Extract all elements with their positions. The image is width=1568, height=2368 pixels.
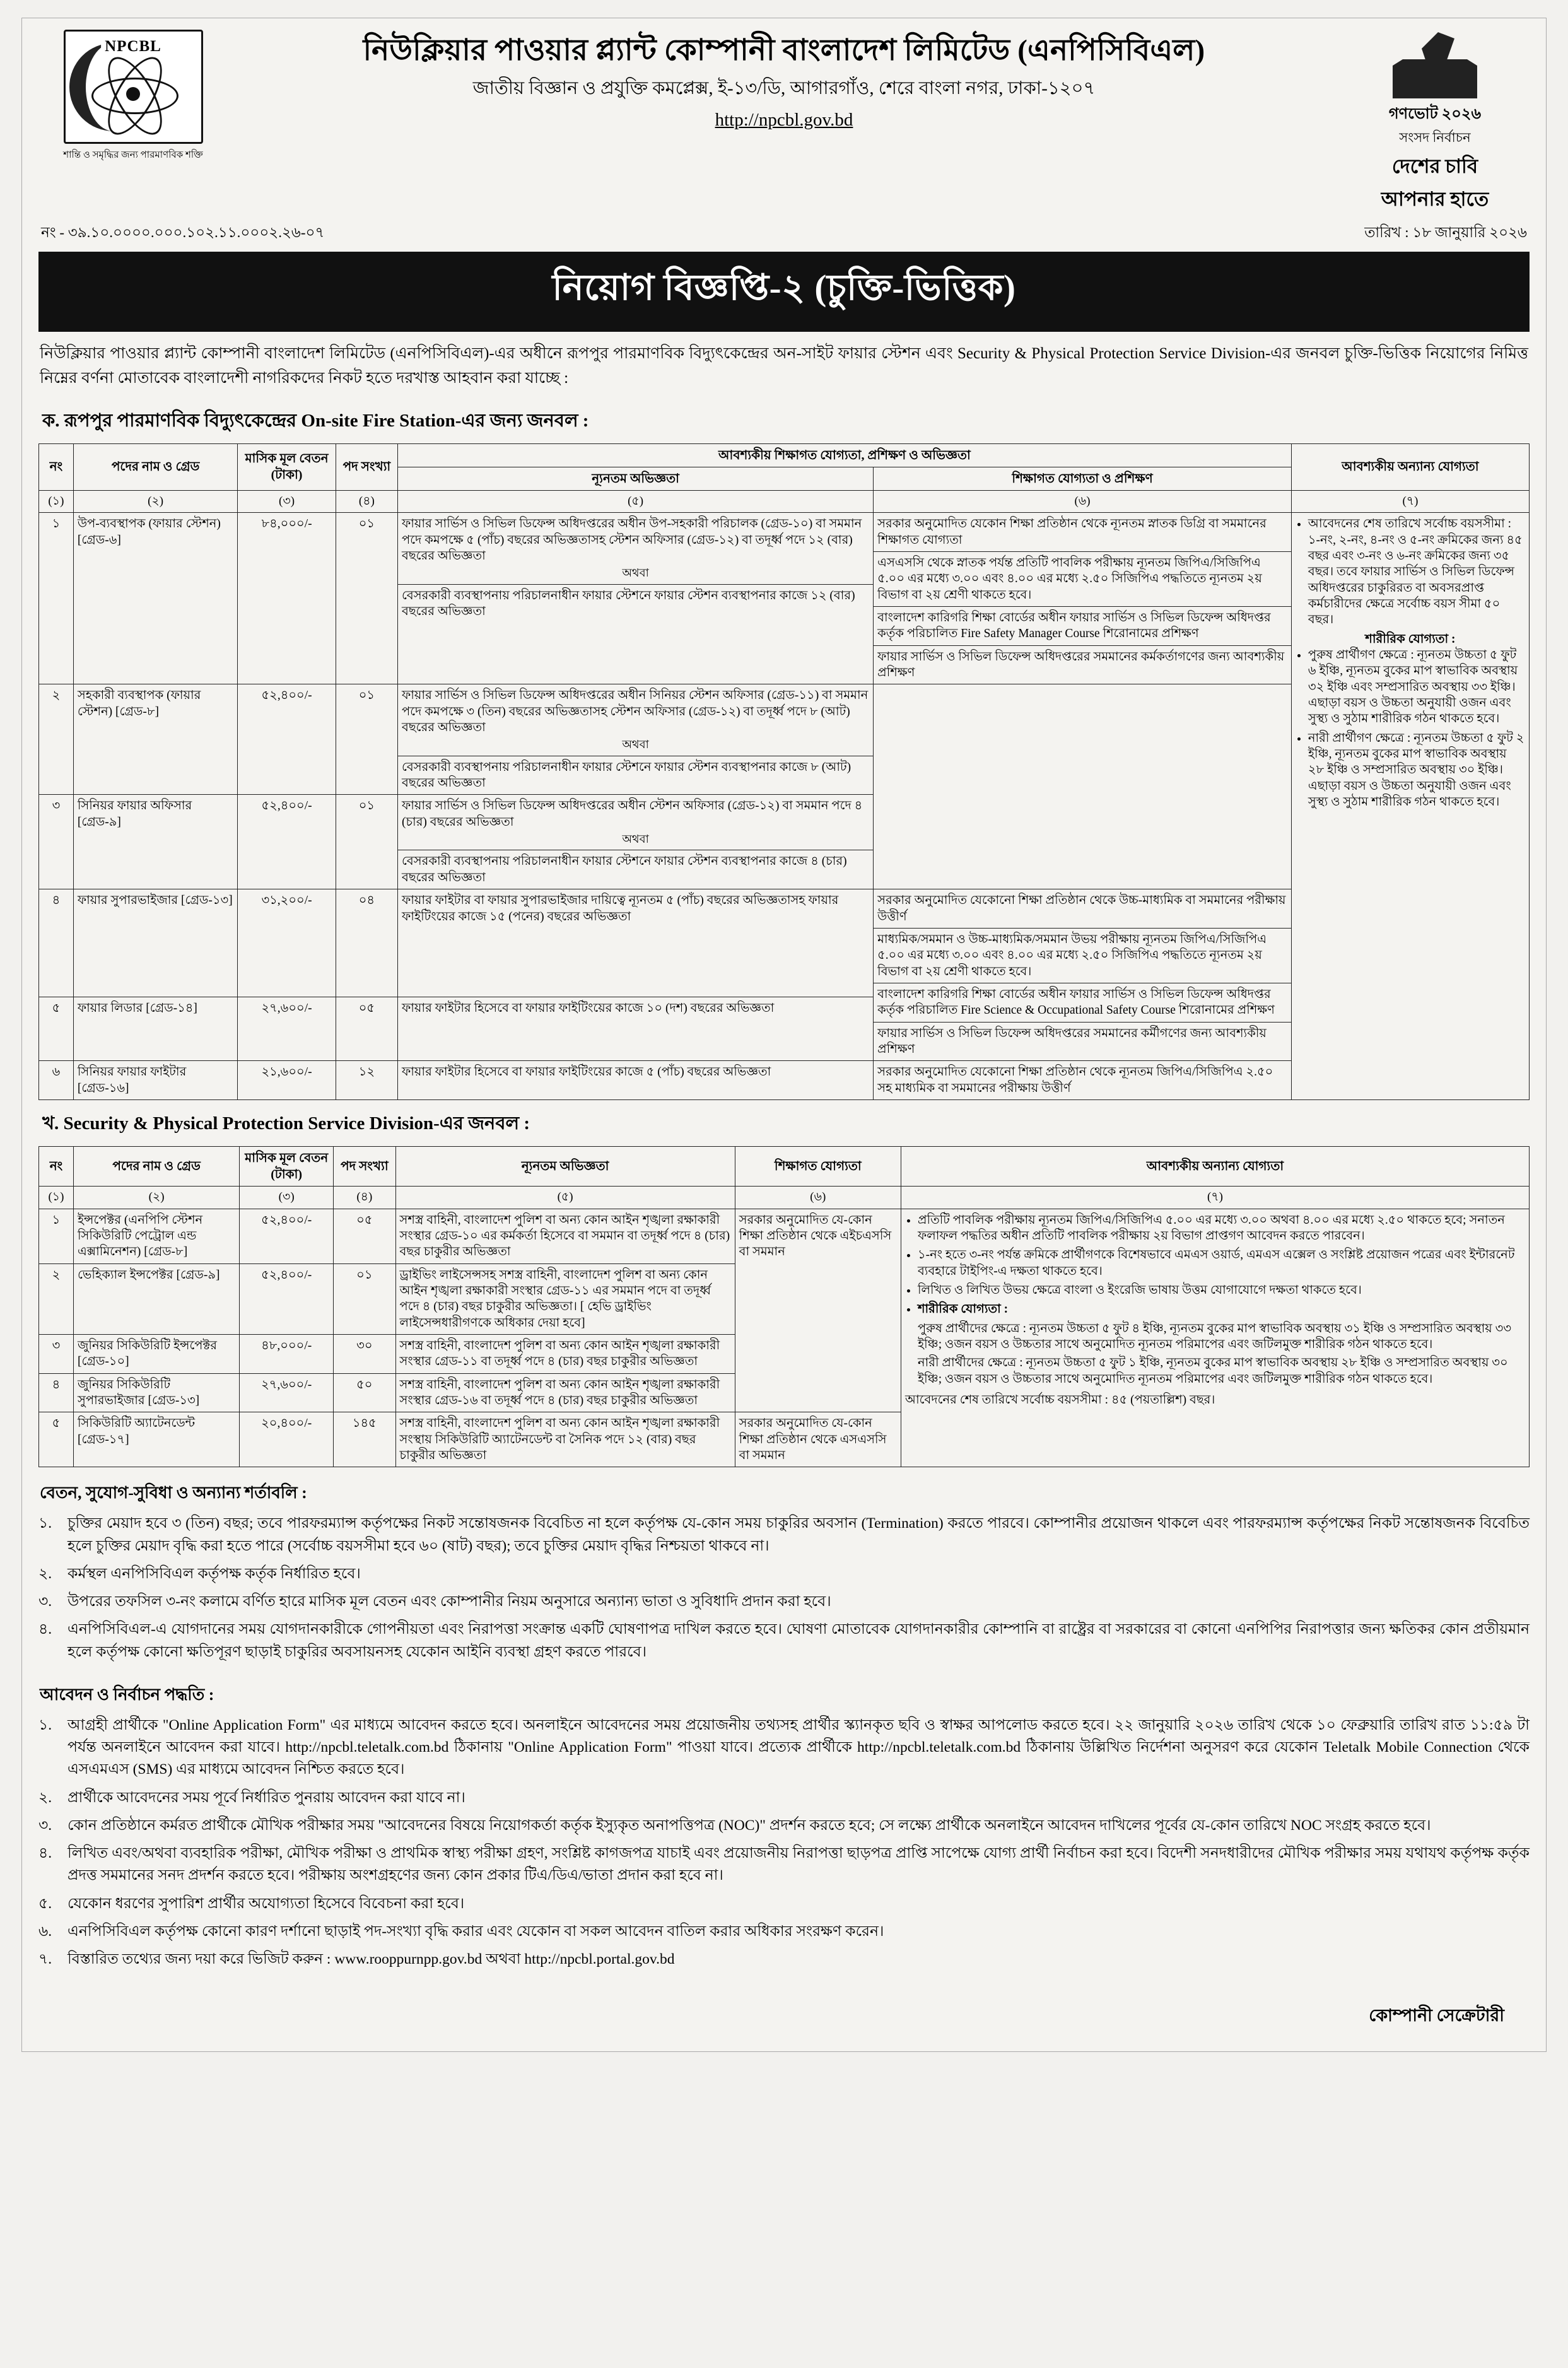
- education-text: সরকার অনুমোদিত যেকোন শিক্ষা প্রতিষ্ঠান থেকে ন্যূনতম স্নাতক ডিগ্রি বা সমমানের শিক্ষাগত যোগ্যতা: [877, 517, 1267, 547]
- list-item: ১. আগ্রহী প্রার্থীকে "Online Application Form" এর মাধ্যমে আবেদন করতে হবে। অনলাইনে আবেদনের সময় প্রয়োজনীয় তথ্যসহ প্রার্থীর স্ক্যানকৃত ছবি ও স্বাক্ষর আপলোড করতে হবে। ২২ জানুয়ারি ২০২৬ তারিখ থেকে ১০ ফেব্রুয়ারি তারিখ রাত ১১:৫৯ টা পর্যন্ত অনলাইনে আবেদন করা যাবে। http://npcbl.teletalk.com.bd ঠিকানায় "Online Application Form" পাওয়া যাবে। প্রত্যেক প্রার্থীকে http://npcbl.teletalk.com.bd ঠিকানায় উল্লিখিত নির্দেশনা অনুসরণ করে যেকোন Teletalk Mobile Connection থেকে এসএমএস (SMS) এর মাধ্যমে আবেদন নিশ্চিত করতে হবে।: [38, 1716, 1530, 1778]
- other-qual-item: • আবেদনের শেষ তারিখে সর্বোচ্চ বয়সসীমা : ১-নং, ২-নং, ৪-নং ও ৫-নং ক্রমিকের জন্য ৪৫ বছর এবং ৩-নং ও ৬-নং ক্রমিকের জন্য ৩৫ বছর। তবে ফায়ার সার্ভিস ও সিভিল ডিফেন্স অধিদপ্তরের চাকুরিরত বা অবসরপ্রাপ্ত কর্মচারীদের ক্ষেত্রে সর্বোচ্চ বয়স সীমা ৫০ বছর।: [1308, 516, 1525, 628]
- education-text-2: এসএসসি থেকে স্নাতক পর্যন্ত প্রতিটি পাবলিক পরীক্ষায় ন্যূনতম জিপিএ/সিজিপিএ ৫.০০ এর মধ্যে ৩.০০ এবং ৪.০০ এর মধ্যে ২.৫০ সিজিপিএ পদ্ধতিতে ন্যূনতম ২য় বিভাগ বা ২য় শ্রেণী থাকতে হবে।: [877, 556, 1262, 602]
- experience-or: অথবা: [622, 566, 649, 580]
- experience-text: ফায়ার সার্ভিস ও সিভিল ডিফেন্স অধিদপ্তরের অধীন উপ-সহকারী পরিচালক (গ্রেড-১০) বা সমমান পদে কমপক্ষে ৫ (পাঁচ) বছরের অভিজ্ঞতাসহ স্টেশন অফিসার (গ্রেড-১২) বা তদূর্ধ্ব পদে ১২ (বার) বছরের অভিজ্ঞতা: [402, 517, 862, 563]
- cell-salary: ২১,৬০০/-: [238, 1061, 336, 1100]
- cell-post: ভেহিক্যাল ইন্সপেক্টর [গ্রেড-৯]: [73, 1263, 239, 1334]
- cell-vacancy: ৩০: [334, 1335, 395, 1374]
- experience-alt-text: বেসরকারী ব্যবস্থাপনায় পরিচালনাধীন ফায়ার স্টেশনে ফায়ার স্টেশন ব্যবস্থাপনার কাজে ৪ (চার) বছরের অভিজ্ঞতা: [402, 855, 847, 884]
- colnum-5: (৫): [395, 1186, 735, 1209]
- colnum-7: (৭): [1291, 490, 1529, 513]
- education-text-3: বাংলাদেশ কারিগরি শিক্ষা বোর্ডের অধীন ফায়ার সার্ভিস ও সিভিল ডিফেন্স অধিদপ্তর কর্তৃক পরিচালিত Fire Science & Occupational Safety Course শিরোনামের প্রশিক্ষণ: [877, 987, 1275, 1017]
- list-item: ৩. কোন প্রতিষ্ঠানে কর্মরত প্রার্থীকে মৌখিক পরীক্ষার সময় "আবেদনের বিষয়ে নিয়োগকর্তা কর্তৃক ইস্যুকৃত অনাপত্তিপত্র (NOC)" প্রদর্শন করতে হবে; সে লক্ষ্যে প্রার্থীকে অনলাইনে আবেদন দাখিলের পূর্বের যে-কোন তারিখে NOC সংগ্রহ করতে হবে।: [38, 1817, 1431, 1834]
- cell-vacancy: ০৫: [336, 997, 397, 1061]
- cell-sl: ৩: [39, 795, 74, 889]
- cell-experience: সশস্ত্র বাহিনী, বাংলাদেশ পুলিশ বা অন্য কোন আইন শৃঙ্খলা রক্ষাকারী সংস্থায় সিকিউরিটি অ্যাটেনডেন্ট বা সৈনিক পদে ১২ (বার) বছর চাকুরীর অভিজ্ঞতা: [395, 1412, 735, 1467]
- list-item: ১. চুক্তির মেয়াদ হবে ৩ (তিন) বছর; তবে পারফরম্যান্স কর্তৃপক্ষের নিকট সন্তোষজনক বিবেচিত না হলে কর্তৃপক্ষ যে-কোন সময় চাকুরির অবসান (Termination) করতে পারবে। কোম্পানীর প্রয়োজন থাকলে এবং পারফরম্যান্স কর্তৃপক্ষের নিকট সন্তোষজনক বিবেচিত হলে চুক্তির মেয়াদ বৃদ্ধি করা হতে পারে (সর্বোচ্চ বয়সসীমা হবে ৬০ (ষাট) বছর); তবে চুক্তির মেয়াদ বৃদ্ধির নিশ্চয়তা থাকবে না।: [38, 1515, 1530, 1554]
- col-vacancy: পদ সংখ্যা: [336, 443, 397, 490]
- cell-vacancy: ০১: [334, 1263, 395, 1334]
- cell-salary: ২৭,৬০০/-: [238, 997, 336, 1061]
- notice-banner-title: নিয়োগ বিজ্ঞপ্তি-২ (চুক্তি-ভিত্তিক): [38, 252, 1530, 332]
- cell-sl: ৩: [39, 1335, 74, 1374]
- list-item: ৬. এনপিসিবিএল কর্তৃপক্ষ কোনো কারণ দর্শানো ছাড়াই পদ-সংখ্যা বৃদ্ধি করার এবং যেকোন বা সকল আবেদন বাতিল করার অধিকার সংরক্ষণ করেন।: [38, 1923, 884, 1940]
- organization-name: নিউক্লিয়ার পাওয়ার প্ল্যান্ট কোম্পানী বাংলাদেশ লিমিটেড (এনপিসিবিএল): [363, 34, 1205, 67]
- ballot-box-icon: [1388, 32, 1482, 98]
- memo-date: তারিখ : ১৮ জানুয়ারি ২০২৬: [1364, 225, 1527, 240]
- colnum-4: (৪): [334, 1186, 395, 1209]
- experience-alt-text: বেসরকারী ব্যবস্থাপনায় পরিচালনাধীন ফায়ার স্টেশনে ফায়ার স্টেশন ব্যবস্থাপনার কাজে ৮ (আট) বছরের অভিজ্ঞতা: [402, 760, 851, 790]
- education-text: সরকার অনুমোদিত যেকোনো শিক্ষা প্রতিষ্ঠান থেকে উচ্চ-মাধ্যমিক বা সমমানের পরীক্ষায় উত্তীর্ণ: [877, 894, 1286, 923]
- cell-vacancy: ০৫: [334, 1209, 395, 1263]
- col-experience: ন্যূনতম অভিজ্ঞতা: [398, 467, 874, 490]
- colnum-6: (৬): [735, 1186, 901, 1209]
- experience-or: অথবা: [622, 738, 649, 751]
- other-qual-item: • পুরুষ প্রার্থীগণ ক্ষেত্রে : ন্যূনতম উচ্চতা ৫ ফুট ৬ ইঞ্চি, ন্যূনতম বুকের মাপ স্বাভাবিক অবস্থায় ৩২ ইঞ্চি এবং সম্প্রসারিত অবস্থায় ৩৩ ইঞ্চি। এছাড়া বয়স ও উচ্চতা অনুযায়ী ওজন এবং সুস্থ্য ও সুঠাম শারীরিক গঠন থাকতে হবে।: [1308, 647, 1525, 727]
- section-a-title: ক. রূপপুর পারমাণবিক বিদ্যুৎকেন্দ্রের On-site Fire Station-এর জন্য জনবল :: [42, 410, 589, 431]
- list-item: ২. কর্মস্থল এনপিসিবিএল কর্তৃপক্ষ কর্তৃক নির্ধারিত হবে।: [38, 1565, 361, 1582]
- cell-post: জুনিয়র সিকিউরিটি সুপারভাইজার [গ্রেড-১৩]: [73, 1373, 239, 1412]
- other-qual-item: • প্রতিটি পাবলিক পরীক্ষায় ন্যূনতম জিপিএ/সিজিপিএ ৫.০০ এর মধ্যে ৩.০০ অথবা ৪.০০ এর মধ্যে ২.৫০ থাকতে হবে; সনাতন ফলাফল পদ্ধতির অধীন প্রতিটি পাবলিক পরীক্ষায় ২য় বিভাগ প্রাপ্তগণ আবেদন করতে পারবেন।: [918, 1212, 1525, 1245]
- list-item: ৫. যেকোন ধরণের সুপারিশ প্রার্থীর অযোগ্যতা হিসেবে বিবেচনা করা হবে।: [38, 1895, 465, 1912]
- cell-vacancy: ১৪৫: [334, 1412, 395, 1467]
- cell-education: [874, 889, 1292, 1061]
- cell-education: সরকার অনুমোদিত যেকোনো শিক্ষা প্রতিষ্ঠান থেকে ন্যূনতম জিপিএ/সিজিপিএ ২.৫০ সহ মাধ্যমিক বা সমমানের পরীক্ষায় উত্তীর্ণ: [874, 1061, 1292, 1100]
- col-salary: মাসিক মূল বেতন (টাকা): [240, 1146, 334, 1186]
- col-other: আবশ্যকীয় অন্যান্য যোগ্যতা: [1291, 443, 1529, 490]
- cell-vacancy: ০৪: [336, 889, 397, 997]
- col-education: শিক্ষাগত যোগ্যতা ও প্রশিক্ষণ: [874, 467, 1292, 490]
- vote-line-3: দেশের চাবি: [1391, 155, 1478, 177]
- cell-experience: সশস্ত্র বাহিনী, বাংলাদেশ পুলিশ বা অন্য কোন আইন শৃঙ্খলা রক্ষাকারী সংস্থার গ্রেড-১১ বা তদূর্ধ্ব পদে ৪ (চার) বছর চাকুরীর অভিজ্ঞতা: [395, 1335, 735, 1374]
- cell-other-qualifications: [901, 1209, 1529, 1467]
- cell-post: জুনিয়র সিকিউরিটি ইন্সপেক্টর [গ্রেড-১০]: [73, 1335, 239, 1374]
- document-header: [38, 18, 1530, 220]
- cell-salary: ২০,৪০০/-: [240, 1412, 334, 1467]
- cell-post: সিকিউরিটি অ্যাটেনডেন্ট [গ্রেড-১৭]: [73, 1412, 239, 1467]
- cell-sl: ৫: [39, 997, 74, 1061]
- education-text-4: ফায়ার সার্ভিস ও সিভিল ডিফেন্স অধিদপ্তরের সমমানের কর্মকর্তাগণের জন্য আবশ্যকীয় প্রশিক্ষণ: [877, 650, 1285, 679]
- cell-vacancy: ০১: [336, 513, 397, 684]
- other-qual-age-limit: আবেদনের শেষ তারিখে সর্বোচ্চ বয়সসীমা : ৪৫ (পয়তাল্লিশ) বছর।: [904, 1393, 1215, 1407]
- organization-address: জাতীয় বিজ্ঞান ও প্রযুক্তি কমপ্লেক্স, ই-১৩/ডি, আগারগাঁও, শেরে বাংলা নগর, ঢাকা-১২০৭: [472, 78, 1096, 99]
- cell-salary: ৫২,৪০০/-: [238, 684, 336, 795]
- col-vacancy: পদ সংখ্যা: [334, 1146, 395, 1186]
- election-logo-block: [1340, 30, 1530, 217]
- vote-line-2: সংসদ নির্বাচন: [1399, 130, 1471, 145]
- cell-experience: ফায়ার ফাইটার হিসেবে বা ফায়ার ফাইটিংয়ের কাজে ৫ (পাঁচ) বছরের অভিজ্ঞতা: [398, 1061, 874, 1100]
- cell-post: উপ-ব্যবস্থাপক (ফায়ার স্টেশন) [গ্রেড-৬]: [73, 513, 238, 684]
- cell-experience: [398, 795, 874, 889]
- cell-experience: ফায়ার ফাইটার বা ফায়ার সুপারভাইজার দায়িত্বে ন্যূনতম ৫ (পাঁচ) বছরের অভিজ্ঞতাসহ ফায়ার ফাইটিংয়ের কাজে ১৫ (পনের) বছরের অভিজ্ঞতা: [398, 889, 874, 997]
- organization-website-link[interactable]: http://npcbl.gov.bd: [715, 110, 853, 131]
- col-education: শিক্ষাগত যোগ্যতা: [735, 1146, 901, 1186]
- section-b-table: [38, 1146, 1530, 1468]
- cell-sl: ৪: [39, 889, 74, 997]
- cell-post: সহকারী ব্যবস্থাপক (ফায়ার স্টেশন) [গ্রেড-৮]: [73, 684, 238, 795]
- colnum-6: (৬): [874, 490, 1292, 513]
- cell-experience: [398, 684, 874, 795]
- memo-row: [38, 220, 1530, 252]
- colnum-5: (৫): [398, 490, 874, 513]
- cell-sl: ২: [39, 1263, 74, 1334]
- application-section-list: [38, 1714, 1530, 1971]
- other-qual-item: • নারী প্রার্থীগণ ক্ষেত্রে : ন্যূনতম উচ্চতা ৫ ফুট ২ ইঞ্চি, ন্যূনতম বুকের মাপ স্বাভাবিক অবস্থায় ২৮ ইঞ্চি ও সম্প্রসারিত অবস্থায় ৩০ ইঞ্চি। এছাড়া বয়স ও উচ্চতা অনুযায়ী ওজন এবং সুস্থ্য ও সুঠাম শারীরিক গঠন থাকতে হবে।: [1308, 730, 1525, 811]
- vote-line-1: গণভোট ২০২৬: [1388, 106, 1482, 122]
- cell-salary: ৪৮,০০০/-: [240, 1335, 334, 1374]
- list-item: ২. প্রার্থীকে আবেদনের সময় পূর্বে নির্ধারিত পুনরায় আবেদন করা যাবে না।: [38, 1789, 465, 1806]
- cell-education: [874, 513, 1292, 684]
- cell-experience: সশস্ত্র বাহিনী, বাংলাদেশ পুলিশ বা অন্য কোন আইন শৃঙ্খলা রক্ষাকারী সংস্থার গ্রেড-১০ এর কর্মকর্তা হিসেবে বা সমমান বা তদূর্ধ্ব পদে ৪ (চার) বছর চাকুরীর অভিজ্ঞতা: [395, 1209, 735, 1263]
- cell-salary: ৩১,২০০/-: [238, 889, 336, 997]
- list-item: ৪. এনপিসিবিএল-এ যোগদানের সময় যোগদানকারীকে গোপনীয়তা এবং নিরাপত্তা সংক্রান্ত একটি ঘোষণাপত্র দাখিল করতে হবে। ঘোষণা মোতাবেক যোগদানকারীর কোম্পানি বা রাষ্ট্রের বা সরকারের বা কোনো এনপিপির নিরাপত্তার জন্য ক্ষতিকর কোন প্রতীয়মান হলে কর্তৃপক্ষ কোনো ক্ষতিপূরণ ছাড়াই চাকুরির অবসায়নসহ যেকোন আইনি ব্যবস্থা গ্রহণ করতে পারবে।: [38, 1621, 1530, 1660]
- cell-salary: ২৭,৬০০/-: [240, 1373, 334, 1412]
- npcbl-logo-icon: [64, 30, 203, 144]
- cell-sl: ৪: [39, 1373, 74, 1412]
- cell-experience: ড্রাইভিং লাইসেন্সসহ সশস্ত্র বাহিনী, বাংলাদেশ পুলিশ বা অন্য কোন আইন শৃঙ্খলা রক্ষাকারী সংস্থার গ্রেড-১১ এর সমমান পদে বা তদূর্ধ্ব পদে ৪ (চার) বছর চাকুরীর অভিজ্ঞতা। [ হেভি ড্রাইভিং লাইসেন্সধারীগণকে অধিকার দেয়া হবে]: [395, 1263, 735, 1334]
- cell-sl: ১: [39, 513, 74, 684]
- col-qualification-group: আবশ্যকীয় শিক্ষাগত যোগ্যতা, প্রশিক্ষণ ও অভিজ্ঞতা: [398, 443, 1292, 467]
- memo-number: নং - ৩৯.১০.০০০০.০০০.১০২.১১.০০০২.২৬-০৭: [41, 225, 325, 240]
- other-qual-male: পুরুষ প্রার্থীদের ক্ষেত্রে : ন্যূনতম উচ্চতা ৫ ফুট ৪ ইঞ্চি, ন্যূনতম বুকের মাপ স্বাভাবিক অবস্থায় ৩১ ইঞ্চি ও সম্প্রসারিত অবস্থায় ৩৩ ইঞ্চি; ওজন বয়স ও উচ্চতার সাথে অনুমোদিত ন্যূনতম পরিমাপের এবং জটিলমুক্ত শারীরিক গঠন থাকতে হবে।: [917, 1322, 1512, 1352]
- cell-sl: ৫: [39, 1412, 74, 1467]
- cell-vacancy: ০১: [336, 684, 397, 795]
- list-item: ৭. বিস্তারিত তথ্যের জন্য দয়া করে ভিজিট করুন : www.rooppurnpp.gov.bd অথবা http://npcbl.portal.gov.bd: [38, 1951, 675, 1968]
- cell-experience: [398, 513, 874, 684]
- colnum-1: (১): [39, 490, 74, 513]
- education-text-3: বাংলাদেশ কারিগরি শিক্ষা বোর্ডের অধীন ফায়ার সার্ভিস ও সিভিল ডিফেন্স অধিদপ্তর কর্তৃক পরিচালিত Fire Safety Manager Course শিরোনামের প্রশিক্ষণ: [877, 611, 1271, 641]
- physical-qual-heading: শারীরিক যোগ্যতা :: [1365, 632, 1456, 646]
- salary-section-list: [38, 1513, 1530, 1663]
- col-sl: নং: [39, 1146, 74, 1186]
- cell-other-qualifications: [1291, 513, 1529, 1100]
- col-post: পদের নাম ও গ্রেড: [73, 443, 238, 490]
- logo-text: NPCBL: [101, 38, 165, 56]
- application-section-title: আবেদন ও নির্বাচন পদ্ধতি :: [40, 1685, 214, 1704]
- atom-icon: [86, 59, 180, 129]
- vote-line-4: আপনার হাতে: [1381, 188, 1489, 210]
- col-other: আবশ্যকীয় অন্যান্য যোগ্যতা: [901, 1146, 1529, 1186]
- table-row: [39, 513, 1530, 684]
- table-b-colnum-row: [39, 1186, 1530, 1209]
- cell-post: সিনিয়র ফায়ার অফিসার [গ্রেড-৯]: [73, 795, 238, 889]
- list-item: ৪. লিখিত এবং/অথবা ব্যবহারিক পরীক্ষা, মৌখিক পরীক্ষা ও প্রাথমিক স্বাস্থ্য পরীক্ষা গ্রহণ, সংশ্লিষ্ট কাগজপত্র যাচাই এবং প্রয়োজনীয় নিরাপত্তা ছাড়পত্র প্রাপ্তি সাপেক্ষে যোগ্য প্রার্থী নির্বাচন করা হবে। বিদেশী সনদধারীদের মৌখিক পরীক্ষার সময় যথাযথ কর্তৃপক্ষ কর্তৃক প্রদত্ত সমমানের সনদ প্রদর্শন করতে হবে। পরীক্ষায় অংশগ্রহণের জন্য কোন প্রকার টিএ/ডিএ/ভাতা প্রদান করা হবে না।: [38, 1845, 1530, 1884]
- colnum-2: (২): [73, 490, 238, 513]
- intro-paragraph: নিউক্লিয়ার পাওয়ার প্ল্যান্ট কোম্পানী বাংলাদেশ লিমিটেড (এনপিসিবিএল)-এর অধীনে রূপপুর পারমাণবিক বিদ্যুৎকেন্দ্রের অন-সাইট ফায়ার স্টেশন এবং Security & Physical Protection Service Division-এর জনবল চুক্তি-ভিত্তিক নিয়োগের নিমিত্ত নিম্নের বর্ণনা মোতাবেক বাংলাদেশী নাগরিকদের নিকট হতে দরখাস্ত আহবান করা যাচ্ছে :: [40, 345, 1528, 387]
- experience-text: ফায়ার সার্ভিস ও সিভিল ডিফেন্স অধিদপ্তরের অধীন স্টেশন অফিসার (গ্রেড-১২) বা সমমান পদে ৪ (চার) বছরের অভিজ্ঞতা: [402, 799, 863, 829]
- cell-sl: ১: [39, 1209, 74, 1263]
- cell-experience: সশস্ত্র বাহিনী, বাংলাদেশ পুলিশ বা অন্য কোন আইন শৃঙ্খলা রক্ষাকারী সংস্থার গ্রেড-১৬ বা তদূর্ধ্ব পদে ৪ (চার) বছর চাকুরীর অভিজ্ঞতা: [395, 1373, 735, 1412]
- cell-sl: ৬: [39, 1061, 74, 1100]
- cell-salary: ৫২,৪০০/-: [240, 1209, 334, 1263]
- col-experience: ন্যূনতম অভিজ্ঞতা: [395, 1146, 735, 1186]
- cell-salary: ৮৪,০০০/-: [238, 513, 336, 684]
- cell-education: সরকার অনুমোদিত যে-কোন শিক্ষা প্রতিষ্ঠান থেকে এইচএসসি বা সমমান: [735, 1209, 901, 1412]
- title-block: [228, 30, 1340, 131]
- col-salary: মাসিক মূল বেতন (টাকা): [238, 443, 336, 490]
- experience-text: ফায়ার সার্ভিস ও সিভিল ডিফেন্স অধিদপ্তরের অধীন সিনিয়র স্টেশন অফিসার (গ্রেড-১১) বা সমমান পদে কমপক্ষে ৩ (তিন) বছরের অভিজ্ঞতাসহ স্টেশন অফিসার (গ্রেড-১২) বা তদূর্ধ্ব পদে ৮ (আট) বছরের অভিজ্ঞতা: [402, 689, 869, 734]
- section-a-table: [38, 443, 1530, 1100]
- cell-salary: ৫২,৪০০/-: [238, 795, 336, 889]
- experience-or: অথবা: [622, 833, 649, 846]
- colnum-3: (৩): [238, 490, 336, 513]
- table-a-colnum-row: [39, 490, 1530, 513]
- physical-qual-heading: • শারীরিক যোগ্যতা :: [918, 1301, 1525, 1317]
- salary-section-title: বেতন, সুযোগ-সুবিধা ও অন্যান্য শর্তাবলি :: [40, 1484, 307, 1503]
- logo-block: [38, 30, 228, 163]
- col-sl: নং: [39, 443, 74, 490]
- table-b-header-row: [39, 1146, 1530, 1186]
- other-qual-female: নারী প্রার্থীদের ক্ষেত্রে : ন্যূনতম উচ্চতা ৫ ফুট ১ ইঞ্চি, ন্যূনতম বুকের মাপ স্বাভাবিক অবস্থায় ২৮ ইঞ্চি ও সম্প্রসারিত অবস্থায় ৩০ ইঞ্চি; ওজন বয়স ও উচ্চতার সাথে অনুমোদিত ন্যূনতম পরিমাপের এবং জটিলমুক্ত শারীরিক গঠন থাকতে হবে।: [917, 1356, 1508, 1386]
- education-text-2: মাধ্যমিক/সমমান ও উচ্চ-মাধ্যমিক/সমমান উভয় পরীক্ষায় ন্যূনতম জিপিএ/সিজিপিএ ৫.০০ এর মধ্যে ৩.০০ এবং ৪.০০ এর মধ্যে ২.৫০ সিজিপিএ পদ্ধতিতে ন্যূনতম ২য় বিভাগ বা ২য় শ্রেণী থাকতে হবে।: [877, 932, 1267, 978]
- other-qual-item: • ১-নং হতে ৩-নং পর্যন্ত ক্রমিকে প্রার্থীগণকে বিশেষভাবে এমএস ওয়ার্ড, এমএস এক্সেল ও সংশ্লিষ্ট প্রয়োজন পত্রের এবং ইন্টারনেট ব্যবহারে টাইপিং-এ দক্ষতা থাকতে হবে।: [918, 1247, 1525, 1279]
- colnum-3: (৩): [240, 1186, 334, 1209]
- table-row: [39, 1209, 1530, 1263]
- notice-sheet: [21, 18, 1547, 2052]
- cell-post: সিনিয়র ফায়ার ফাইটার [গ্রেড-১৬]: [73, 1061, 238, 1100]
- colnum-7: (৭): [901, 1186, 1529, 1209]
- experience-alt-text: বেসরকারী ব্যবস্থাপনায় পরিচালনাধীন ফায়ার স্টেশনে ফায়ার স্টেশন ব্যবস্থাপনার কাজে ১২ (বার) বছরের অভিজ্ঞতা: [402, 589, 855, 618]
- cell-sl: ২: [39, 684, 74, 795]
- cell-post: ইন্সপেক্টর (এনপিপি স্টেশন সিকিউরিটি পেট্রোল এন্ড এক্সামিনেশন) [গ্রেড-৮]: [73, 1209, 239, 1263]
- other-qual-item: • লিখিত ও লিখিত উভয় ক্ষেত্রে বাংলা ও ইংরেজি ভাষায় উত্তম যোগাযোগে দক্ষতা থাকতে হবে।: [918, 1282, 1525, 1298]
- colnum-4: (৪): [336, 490, 397, 513]
- colnum-2: (২): [73, 1186, 239, 1209]
- col-post: পদের নাম ও গ্রেড: [73, 1146, 239, 1186]
- cell-vacancy: ১২: [336, 1061, 397, 1100]
- cell-education-merged: [874, 684, 1292, 889]
- cell-vacancy: ৫০: [334, 1373, 395, 1412]
- logo-caption: শান্তি ও সমৃদ্ধির জন্য পারমাণবিক শক্তি: [63, 150, 203, 160]
- signature-line: কোম্পানী সেক্রেটারী: [1369, 2006, 1504, 2025]
- cell-vacancy: ০১: [336, 795, 397, 889]
- list-item: ৩. উপরের তফসিল ৩-নং কলামে বর্ণিত হারে মাসিক মূল বেতন এবং কোম্পানীর নিয়ম অনুসারে অন্যান্য ভাতা ও সুবিধাদি প্রদান করা হবে।: [38, 1593, 831, 1610]
- section-b-title: খ. Security & Physical Protection Service Division-এর জনবল :: [42, 1113, 530, 1134]
- cell-education: সরকার অনুমোদিত যে-কোন শিক্ষা প্রতিষ্ঠান থেকে এসএসসি বা সমমান: [735, 1412, 901, 1467]
- cell-salary: ৫২,৪০০/-: [240, 1263, 334, 1334]
- table-a-header-row: [39, 443, 1530, 467]
- cell-experience: ফায়ার ফাইটার হিসেবে বা ফায়ার ফাইটিংয়ের কাজে ১০ (দশ) বছরের অভিজ্ঞতা: [398, 997, 874, 1061]
- education-text-4: ফায়ার সার্ভিস ও সিভিল ডিফেন্স অধিদপ্তরের সমমানের কর্মীগণের জন্য আবশ্যকীয় প্রশিক্ষণ: [877, 1026, 1267, 1056]
- cell-post: ফায়ার সুপারভাইজার [গ্রেড-১৩]: [73, 889, 238, 997]
- colnum-1: (১): [39, 1186, 74, 1209]
- cell-post: ফায়ার লিডার [গ্রেড-১৪]: [73, 997, 238, 1061]
